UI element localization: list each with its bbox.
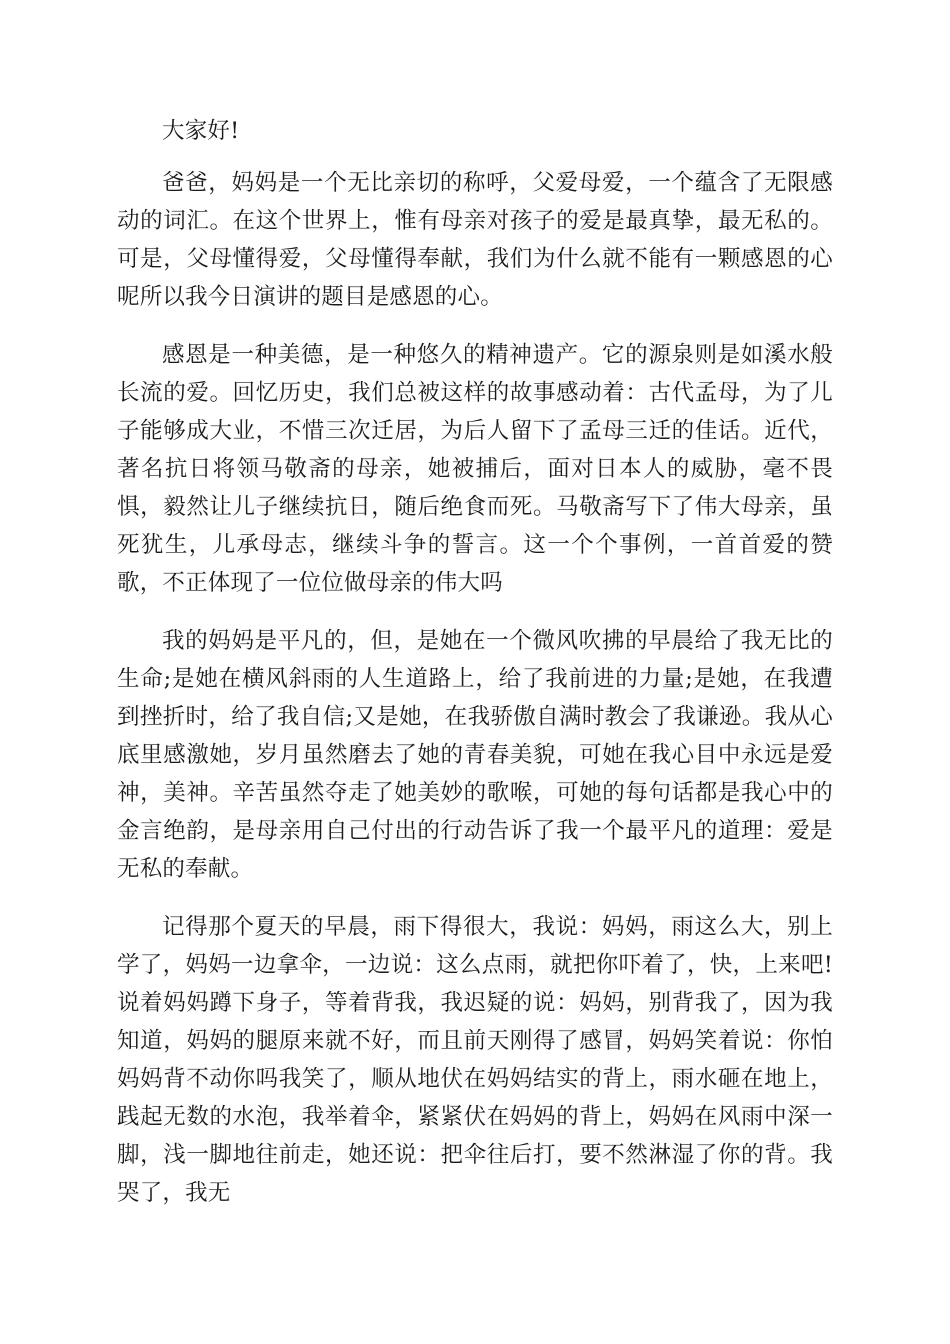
paragraph-1: 爸爸，妈妈是一个无比亲切的称呼，父爱母爱，一个蕴含了无限感动的词汇。在这个世界上，惟有母亲对孩子的爱是最真挚，最无私的。可是，父母懂得爱，父母懂得奉献，我们为什么就不能有一颗感恩的心呢所以我今日演讲的题目是感恩的心。 [117,170,833,310]
document-body [117,112,833,1232]
paragraph-2: 感恩是一种美德，是一种悠久的精神遗产。它的源泉则是如溪水般长流的爱。回忆历史，我们总被这样的故事感动着：古代孟母，为了儿子能够成大业，不惜三次迁居，为后人留下了孟母三迁的佳话。近代，著名抗日将领马敬斋的母亲，她被捕后，面对日本人的威胁，毫不畏惧，毅然让儿子继续抗日，随后绝食而死。马敬斋写下了伟大母亲，虽死犹生，儿承母志，继续斗争的誓言。这一个个事例，一首首爱的赞歌，不正体现了一位位做母亲的伟大吗 [117,342,833,596]
paragraph-4: 记得那个夏天的早晨，雨下得很大，我说：妈妈，雨这么大，别上学了，妈妈一边拿伞，一边说：这么点雨，就把你吓着了，快，上来吧!说着妈妈蹲下身子，等着背我，我迟疑的说：妈妈，别背我了，因为我知道，妈妈的腿原来就不好，而且前天刚得了感冒，妈妈笑着说：你怕妈妈背不动你吗我笑了，顺从地伏在妈妈结实的背上，雨水砸在地上，践起无数的水泡，我举着伞，紧紧伏在妈妈的背上，妈妈在风雨中深一脚，浅一脚地往前走，她还说：把伞往后打，要不然淋湿了你的背。我哭了，我无 [117,914,833,1206]
greeting-text: 大家好! [162,118,240,144]
paragraph-3: 我的妈妈是平凡的，但，是她在一个微风吹拂的早晨给了我无比的生命;是她在横风斜雨的人生道路上，给了我前进的力量;是她，在我遭到挫折时，给了我自信;又是她，在我骄傲自满时教会了我谦逊。我从心底里感激她，岁月虽然磨去了她的青春美貌，可她在我心目中永远是爱神，美神。辛苦虽然夺走了她美妙的歌喉，可她的每句话都是我心中的金言绝韵，是母亲用自己付出的行动告诉了我一个最平凡的道理：爱是无私的奉献。 [117,628,833,882]
